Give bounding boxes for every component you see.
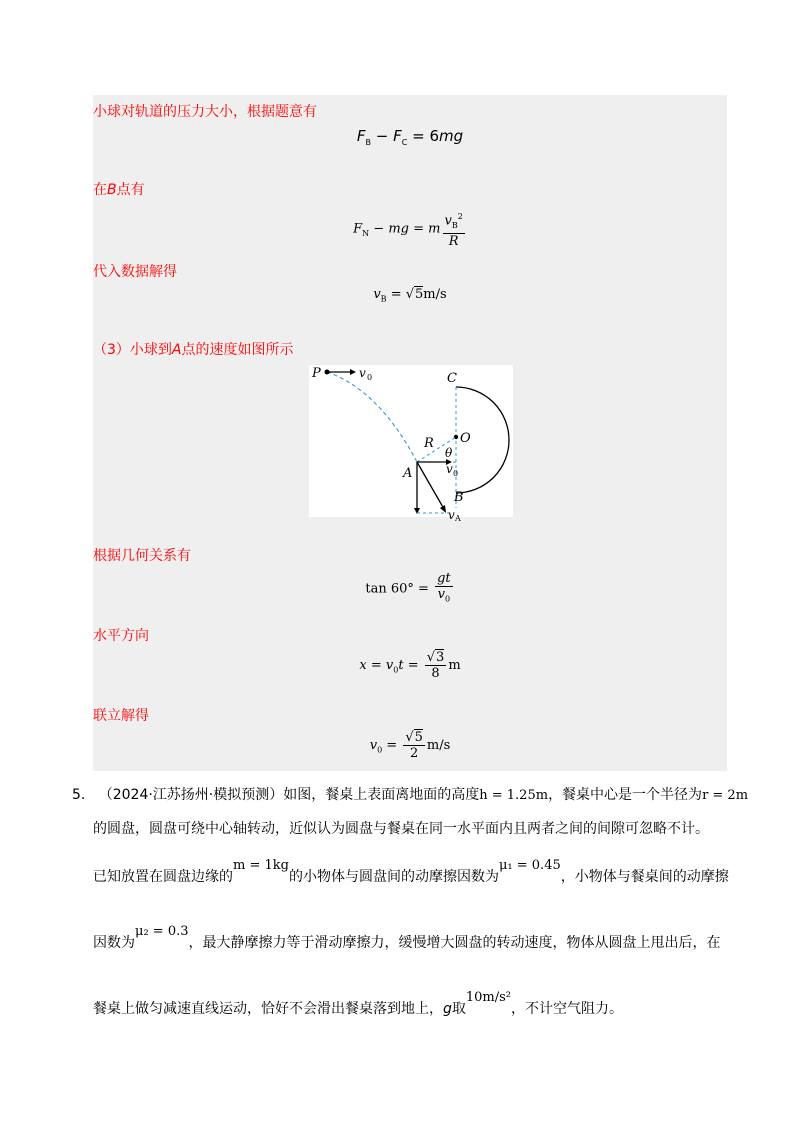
text: 取 (451, 1001, 466, 1017)
text: （2024·江苏扬州·模拟预测）如图，餐桌上表面离地面的高度 (98, 787, 480, 803)
solution-line-horizontal: 水平方向 (93, 628, 149, 644)
problem-line-1 (72, 784, 748, 804)
text: 点有 (116, 182, 145, 198)
text: 点的速度如图所示 (181, 342, 294, 358)
point-b-label: B (107, 182, 117, 198)
height-value: h = 1.25m (479, 788, 549, 803)
label-c: C (447, 371, 457, 386)
label-a: A (403, 466, 413, 481)
problem-number: 5. (72, 787, 86, 803)
equation-v0: $v_0$ = $\frac{√5}{2}$ m/s (369, 730, 451, 761)
label-b: B (454, 490, 464, 505)
label-p: P (312, 366, 321, 381)
solution-line-geometry: 根据几何关系有 (93, 548, 191, 564)
equation-centripetal: $F_N$ − mg = m $\frac{v_B^2}{R}$ (93, 209, 727, 249)
mu1-value: μ₁ = 0.45 (498, 858, 561, 873)
problem-line-4 (93, 924, 721, 952)
label-v0-top: v (359, 366, 366, 380)
solution-line-at-b (93, 179, 145, 199)
text: 餐桌上做匀减速直线运动，恰好不会滑出餐桌落到地上， (93, 1001, 443, 1017)
text: ，不计空气阻力。 (511, 1001, 624, 1017)
solution-line-pressure: 小球对轨道的压力大小，根据题意有 (93, 104, 317, 120)
equation-force-difference: $F_B - F_C = 6mg$ (356, 127, 464, 147)
trajectory-figure (309, 365, 513, 523)
label-theta: θ (445, 446, 453, 460)
text: ，小物体与餐桌间的动摩擦 (560, 869, 729, 885)
subscript: A (455, 514, 461, 523)
equation-vb: $v_B = √5m/s$ (373, 287, 447, 304)
va-arrow (417, 462, 444, 509)
text: 在 (93, 182, 107, 198)
trajectory-diagram (309, 365, 513, 523)
label-o: O (460, 431, 471, 446)
label-r: R (424, 436, 434, 451)
text: 已知放置在圆盘边缘的 (93, 869, 233, 885)
gravity-value: 10m/s² (465, 990, 512, 1005)
mass-value: m = 1kg (233, 858, 289, 873)
text: 因数为 (93, 935, 135, 951)
arrowhead (440, 505, 446, 513)
label-v0-mid: v (446, 462, 453, 476)
arrowhead (350, 369, 356, 375)
text: 的小物体与圆盘间的动摩擦因数为 (288, 869, 499, 885)
mu2-value: μ₂ = 0.3 (135, 924, 189, 939)
solution-line-velocity-a (93, 339, 294, 359)
point-a-label: A (171, 342, 182, 358)
solution-line-combine: 联立解得 (93, 708, 149, 724)
label-va: v (448, 508, 455, 522)
text: （3）小球到 (93, 342, 172, 358)
problem-line-2: 的圆盘，圆盘可绕中心轴转动，近似认为圆盘与餐桌在同一水平面内且两者之间的间隙可忽略不计。 (93, 821, 709, 837)
problem-line-3 (93, 858, 729, 886)
solution-block (93, 95, 727, 771)
text: ，最大静摩擦力等于滑动摩擦力，缓慢增大圆盘的转动速度，物体从圆盘上甩出后，在 (188, 935, 721, 951)
subscript: 0 (453, 469, 459, 478)
problem-line-5 (93, 990, 624, 1018)
solution-line-substitute: 代入数据解得 (93, 264, 177, 280)
equation-tan60: tan 60° = $\frac{gt}{v_0}$ (365, 571, 451, 604)
equation-x: $x = v_0t$ = $\frac{√3}{8}$ m (359, 650, 461, 681)
parabolic-path (327, 372, 417, 462)
gravity-symbol: g (443, 1001, 452, 1017)
subscript: 0 (367, 373, 373, 382)
radius-value: r = 2m (702, 788, 749, 803)
text: ，餐桌中心是一个半径为 (548, 787, 703, 803)
point-p (325, 370, 330, 375)
